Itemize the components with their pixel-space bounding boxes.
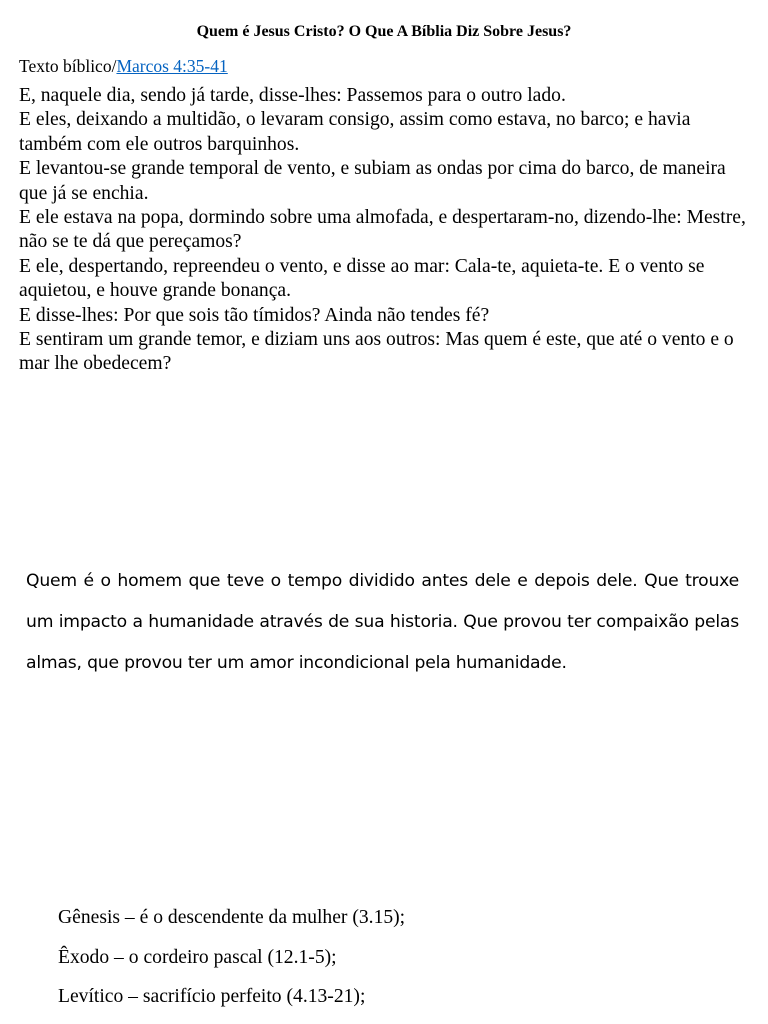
verse: E, naquele dia, sendo já tarde, disse-lhes: Passemos para o outro lado.	[19, 85, 566, 106]
book-item-genesis: Gênesis – é o descendente da mulher (3.15);	[58, 907, 406, 928]
verse: E sentiram um grande temor, e diziam uns aos outros: Mas quem é este, que até o vento e o mar lhe obedecem?	[19, 329, 734, 375]
verse: E ele, despertando, repreendeu o vento, e disse ao mar: Cala-te, aquieta-te. E o vento se aquietou, e houve grande bonança.	[19, 255, 705, 302]
intro-paragraph: Quem é o homem que teve o tempo dividido antes dele e depois dele. Que trouxe um impacto a humanidade através de sua historia. Que provou ter compaixão pelas almas, que provou ter um amor incondicional pela humanidade.	[26, 571, 739, 673]
bible-reference	[19, 55, 228, 77]
verse: E disse-lhes: Por que sois tão tímidos? Ainda não tendes fé?	[19, 304, 490, 326]
verse: E levantou-se grande temporal de vento, e subiam as ondas por cima do barco, de maneira que já se enchia.	[19, 158, 726, 204]
verse: E ele estava na popa, dormindo sobre uma almofada, e despertaram-no, dizendo-lhe: Mestre, não se te dá que pereçamos?	[19, 207, 746, 253]
reference-link[interactable]: Marcos 4:35-41	[116, 56, 228, 76]
document-title: Quem é Jesus Cristo? O Que A Bíblia Diz Sobre Jesus?	[196, 23, 572, 40]
verse: E eles, deixando a multidão, o levaram consigo, assim como estava, no barco; e havia também com ele outros barquinhos.	[19, 109, 691, 155]
reference-prefix: Texto bíblico/	[19, 56, 117, 76]
book-item-exodo: Êxodo – o cordeiro pascal (12.1-5);	[58, 946, 337, 968]
bible-verses	[19, 84, 747, 377]
book-item-levitico: Levítico – sacrifício perfeito (4.13-21);	[58, 986, 366, 1007]
book-list	[58, 898, 405, 1017]
